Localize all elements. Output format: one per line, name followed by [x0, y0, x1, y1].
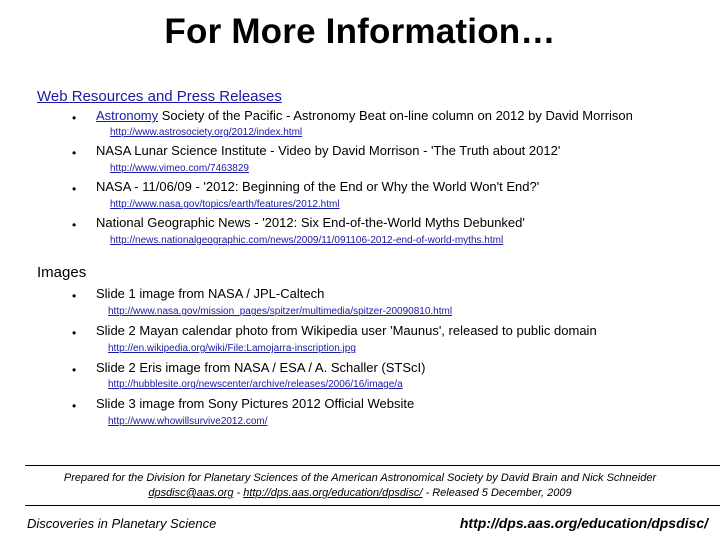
bullet-icon: •: [72, 182, 77, 196]
bullet-icon: •: [72, 146, 77, 160]
web-item-3: NASA - 11/06/09 - '2012: Beginning of the End or Why the World Won't End?': [96, 179, 540, 194]
image-item-2-url[interactable]: [74, 343, 356, 354]
web-item-4: National Geographic News - '2012: Six End-of-the-World Myths Debunked': [96, 215, 525, 230]
bullet-icon: •: [72, 289, 77, 303]
footer-url[interactable]: http://dps.aas.org/education/dpsdisc/: [459, 515, 708, 531]
web-resources-heading[interactable]: Web Resources and Press Releases: [37, 88, 282, 105]
credits-line-2: [0, 487, 720, 499]
credits-sep-1: -: [233, 487, 244, 499]
divider: [25, 505, 720, 506]
web-item-1-text: Society of the Pacific - Astronomy Beat on-line column on 2012 by David Morrison: [158, 108, 633, 123]
divider: [25, 465, 720, 466]
web-item-1: [96, 108, 633, 123]
bullet-icon: •: [72, 111, 77, 125]
image-item-1-url-text[interactable]: http://www.nasa.gov/mission_pages/spitzer/multimedia/spitzer-20090810.html: [108, 306, 453, 317]
image-item-4-url[interactable]: [74, 416, 268, 427]
bullet-icon: •: [72, 326, 77, 340]
web-item-1-url[interactable]: http://www.astrosociety.org/2012/index.html: [110, 127, 303, 138]
image-item-2: Slide 2 Mayan calendar photo from Wikipedia user 'Maunus', released to public domain: [96, 323, 597, 338]
image-item-4-url-text[interactable]: http://www.whowillsurvive2012.com/: [108, 416, 268, 427]
web-item-3-url[interactable]: http://www.nasa.gov/topics/earth/features/2012.html: [110, 199, 340, 210]
image-item-4: Slide 3 image from Sony Pictures 2012 Official Website: [96, 396, 415, 411]
slide-title: For More Information…: [164, 12, 556, 51]
credits-url-link[interactable]: http://dps.aas.org/education/dpsdisc/: [243, 487, 423, 499]
astronomy-link[interactable]: Astronomy: [96, 108, 159, 123]
image-item-1: Slide 1 image from NASA / JPL-Caltech: [96, 286, 325, 301]
credits-email-link[interactable]: dpsdisc@aas.org: [148, 487, 234, 499]
footer-series-title: Discoveries in Planetary Science: [27, 516, 217, 531]
web-item-2: NASA Lunar Science Institute - Video by David Morrison - 'The Truth about 2012': [96, 143, 561, 158]
bullet-icon: •: [72, 218, 77, 232]
credits-released: Released 5 December, 2009: [432, 487, 572, 499]
bullet-icon: •: [72, 363, 77, 377]
images-heading: Images: [37, 264, 87, 281]
image-item-3: Slide 2 Eris image from NASA / ESA / A. Schaller (STScI): [96, 360, 426, 375]
bullet-icon: •: [72, 399, 77, 413]
credits-line-1: Prepared for the Division for Planetary Sciences of the American Astronomical Society by David Brain and Nick Schneider: [63, 472, 657, 484]
web-item-2-url[interactable]: http://www.vimeo.com/7463829: [110, 163, 249, 174]
image-item-2-url-text[interactable]: http://en.wikipedia.org/wiki/File:Lamojarra-inscription.jpg: [108, 343, 356, 354]
image-item-3-url[interactable]: [74, 379, 403, 390]
credits-sep-2: -: [422, 487, 433, 499]
image-item-3-url-text[interactable]: http://hubblesite.org/newscenter/archive/releases/2006/16/image/a: [108, 379, 403, 390]
web-item-4-url[interactable]: http://news.nationalgeographic.com/news/2009/11/091106-2012-end-of-world-myths.html: [110, 235, 504, 246]
image-item-1-url[interactable]: [74, 306, 452, 317]
